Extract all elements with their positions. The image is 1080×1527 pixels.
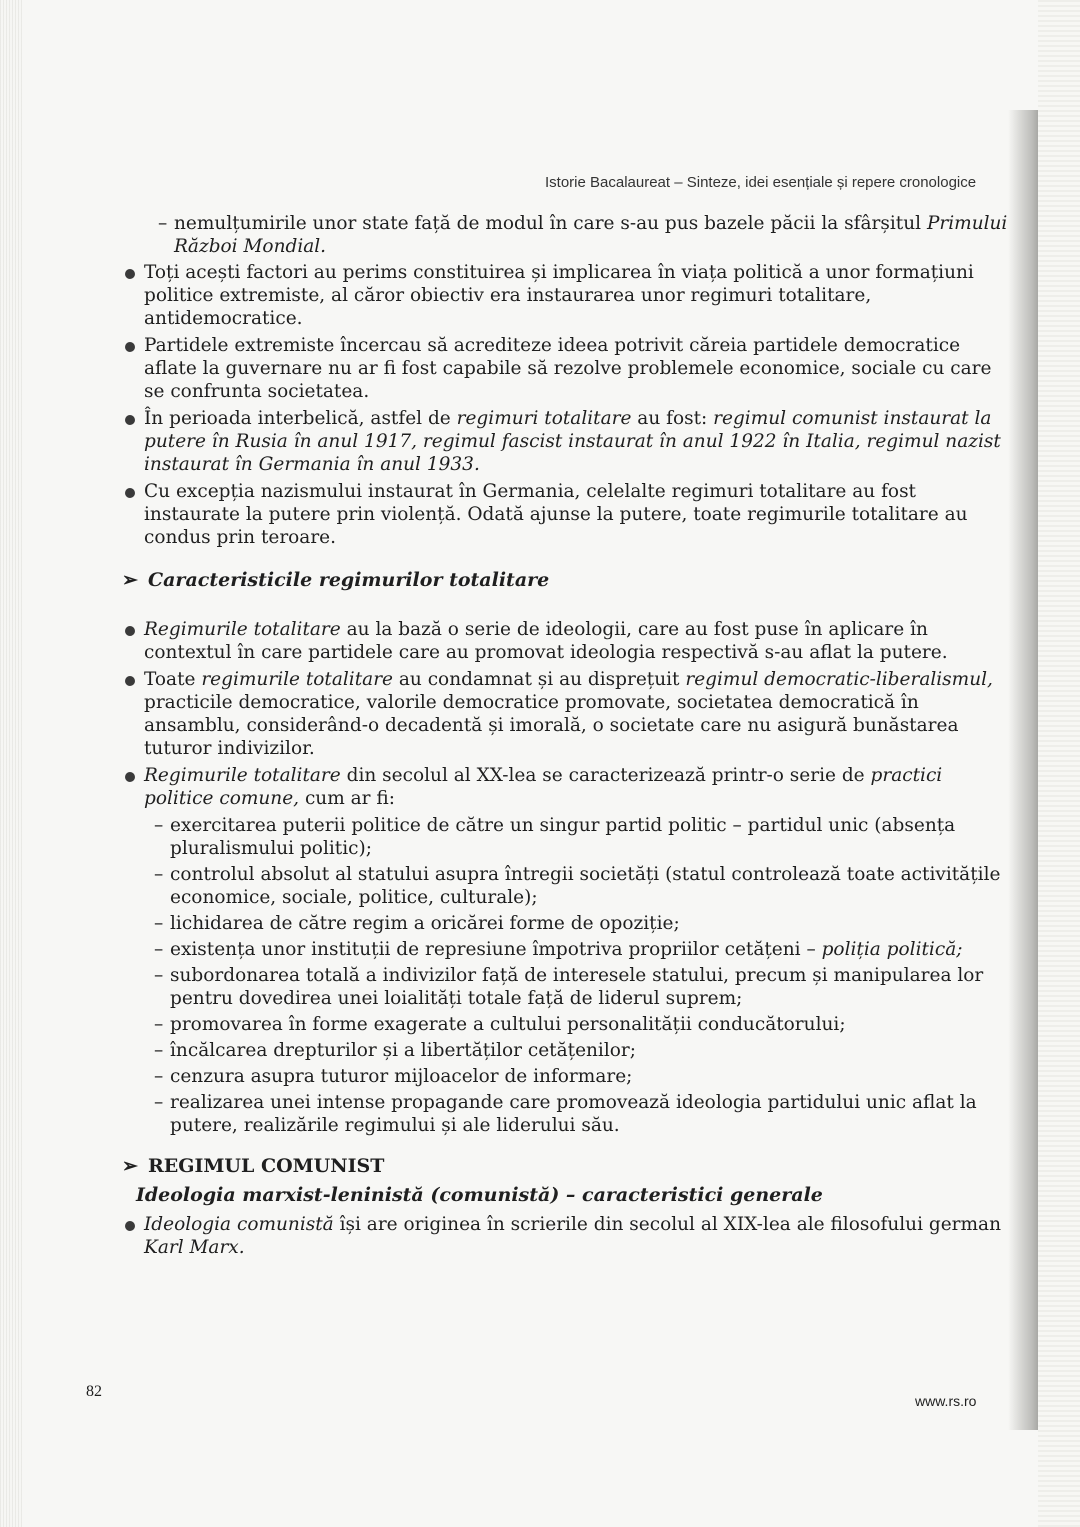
bullet-item: Ideologia comunistă își are originea în scrierile din secolul al XIX-lea ale filosofului german Karl Marx. bbox=[122, 1213, 1010, 1259]
bullet-item: Partidele extremiste încercau să acrediteze ideea potrivit căreia partidele democratice aflate la guvernare nu ar fi fost capabile să rezolve problemele economice, sociale cu care se confrunta societatea. bbox=[122, 334, 1010, 403]
practice-item: – controlul absolut al statului asupra întregii societăți (statul controlează toate activitățile economice, sociale, politice, culturale); bbox=[140, 863, 1010, 909]
bullet-item: În perioada interbelică, astfel de regimuri totalitare au fost: regimul comunist instaurat la putere în Rusia în anul 1917, regimul fascist instaurat în anul 1922 în Italia, regimul nazist instaurat în Germania în anul 1933. bbox=[122, 407, 1010, 476]
bullet-item: Toți acești factori au perims constituirea și implicarea în viața politică a unor formațiuni politice extremiste, al căror obiectiv era instaurarea unor regimuri totalitare, antidemocratice. bbox=[122, 261, 1010, 330]
page-number: 82 bbox=[86, 1383, 102, 1400]
bullet-item: Toate regimurile totalitare au condamnat și au disprețuit regimul democratic-liberalismul, practicile democratice, valorile democratice promovate, societatea democratică în ansamblu, considerând-o decadentă și imorală, o societate care nu asigură bunăstarea tuturor indivizilor. bbox=[122, 668, 1010, 760]
section-heading-communist: ➢ REGIMUL COMUNIST bbox=[122, 1155, 385, 1177]
practice-item: – realizarea unei intense propagande care promovează ideologia partidului unic aflat la putere, realizările regimului și ale liderului său. bbox=[140, 1091, 1010, 1137]
arrow-icon: ➢ bbox=[122, 569, 138, 591]
arrow-icon: ➢ bbox=[122, 1155, 138, 1177]
practice-item: – cenzura asupra tuturor mijloacelor de informare; bbox=[140, 1065, 1010, 1088]
practice-item: – existența unor instituții de represiune împotriva propriilor cetățeni – poliția politică; bbox=[140, 938, 1010, 961]
scan-edge-right bbox=[1038, 0, 1080, 1527]
subheading-ideology: Ideologia marxist-leninistă (comunistă) – caracteristici generale bbox=[136, 1184, 823, 1206]
practice-item: – încălcarea drepturilor și a libertăților cetățenilor; bbox=[140, 1039, 1010, 1062]
page-content bbox=[122, 212, 1010, 1263]
bullet-item: Regimurile totalitare din secolul al XX-lea se caracterizează printr-o serie de practici politice comune, cum ar fi: bbox=[122, 764, 1010, 810]
bullet-item: Cu excepția nazismului instaurat în Germania, celelalte regimuri totalitare au fost instaurate la putere prin violență. Odată ajunse la putere, toate regimurile totalitare au condus prin teroare. bbox=[122, 480, 1010, 549]
running-header: Istorie Bacalaureat – Sinteze, idei esențiale și repere cronologice bbox=[545, 174, 977, 191]
scan-shadow-right bbox=[1008, 110, 1038, 1430]
practice-item: – lichidarea de către regim a oricărei forme de opoziție; bbox=[140, 912, 1010, 935]
practice-item: – promovarea în forme exagerate a cultului personalității conducătorului; bbox=[140, 1013, 1010, 1036]
bullet-item: Regimurile totalitare au la bază o serie de ideologii, care au fost puse în aplicare în contextul în care partidele care au promovat ideologia respectivă s-au aflat la putere. bbox=[122, 618, 1010, 664]
practice-item: – exercitarea puterii politice de către un singur partid politic – partidul unic (absența pluralismului politic); bbox=[140, 814, 1010, 860]
practice-item: – subordonarea totală a indivizilor față de interesele statului, precum și manipularea lor pentru dovedirea unei loialități totale față de liderul suprem; bbox=[140, 964, 1010, 1010]
list-item: – nemulțumirile unor state față de modul în care s-au pus bazele păcii la sfârșitul Primului Război Mondial. bbox=[144, 212, 1010, 258]
section-heading-totalitarian: ➢ Caracteristicile regimurilor totalitare bbox=[122, 569, 550, 591]
publisher-url: www.rs.ro bbox=[915, 1393, 977, 1409]
scan-edge-left bbox=[0, 0, 22, 1527]
